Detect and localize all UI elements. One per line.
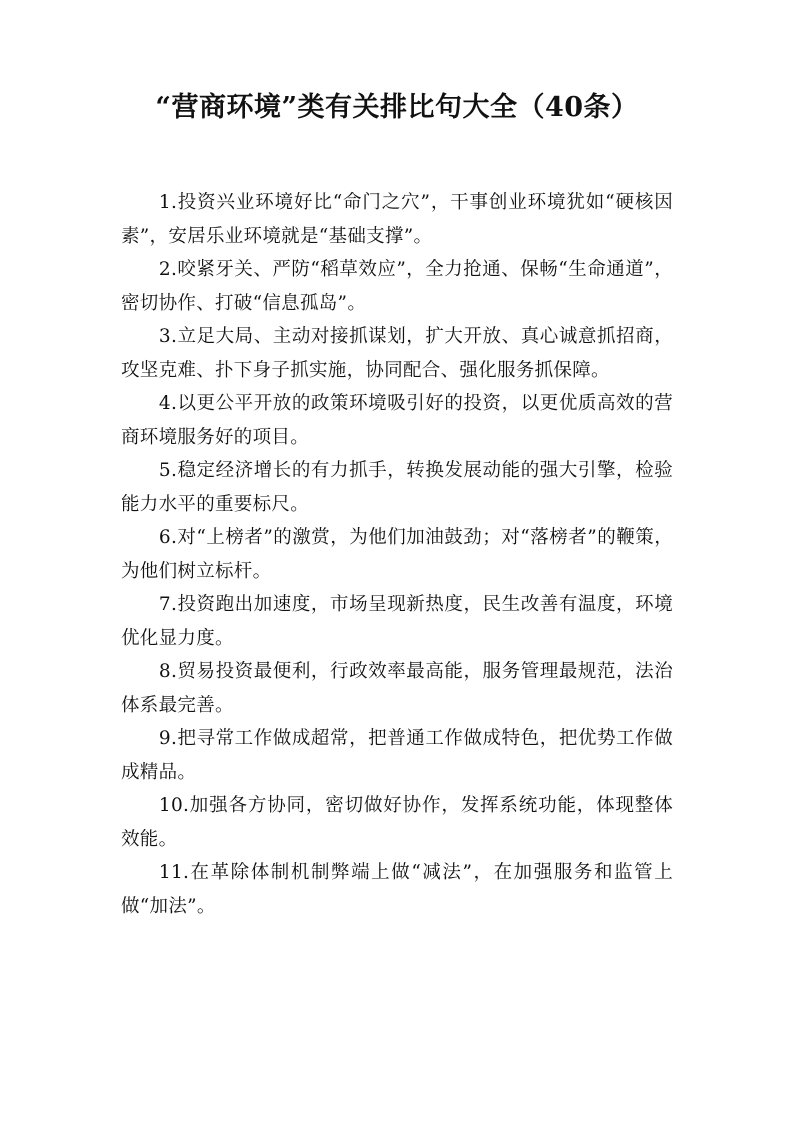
paragraph-2: 2.咬紧牙关、严防“稻草效应”，全力抢通、保畅“生命通道”，密切协作、打破“信息孤岛”。 xyxy=(121,259,673,314)
paragraph-5: 5.稳定经济增长的有力抓手，转换发展动能的强大引擎，检验能力水平的重要标尺。 xyxy=(121,460,673,515)
paragraph-1: 1.投资兴业环境好比“命门之穴”，干事创业环境犹如“硬核因素”，安居乐业环境就是“基础支撑”。 xyxy=(121,192,673,247)
paragraph-9: 9.把寻常工作做成超常，把普通工作做成特色，把优势工作做成精品。 xyxy=(121,728,673,783)
paragraph-8: 8.贸易投资最便利，行政效率最高能，服务管理最规范，法治体系最完善。 xyxy=(121,661,673,716)
paragraph-6: 6.对“上榜者”的激赏，为他们加油鼓劲；对“落榜者”的鞭策，为他们树立标杆。 xyxy=(121,527,673,582)
paragraph-3: 3.立足大局、主动对接抓谋划，扩大开放、真心诚意抓招商，攻坚克难、扑下身子抓实施，协同配合、强化服务抓保障。 xyxy=(121,326,673,381)
paragraph-10: 10.加强各方协同，密切做好协作，发挥系统功能，体现整体效能。 xyxy=(121,795,673,850)
paragraph-11: 11.在革除体制机制弊端上做“减法”，在加强服务和监管上做“加法”。 xyxy=(121,862,673,917)
page-title: “营商环境”类有关排比句大全（40条） xyxy=(155,92,639,123)
document-body xyxy=(121,186,673,923)
paragraph-4: 4.以更公平开放的政策环境吸引好的投资，以更优质高效的营商环境服务好的项目。 xyxy=(121,393,673,448)
paragraph-7: 7.投资跑出加速度，市场呈现新热度，民生改善有温度，环境优化显力度。 xyxy=(121,594,673,649)
